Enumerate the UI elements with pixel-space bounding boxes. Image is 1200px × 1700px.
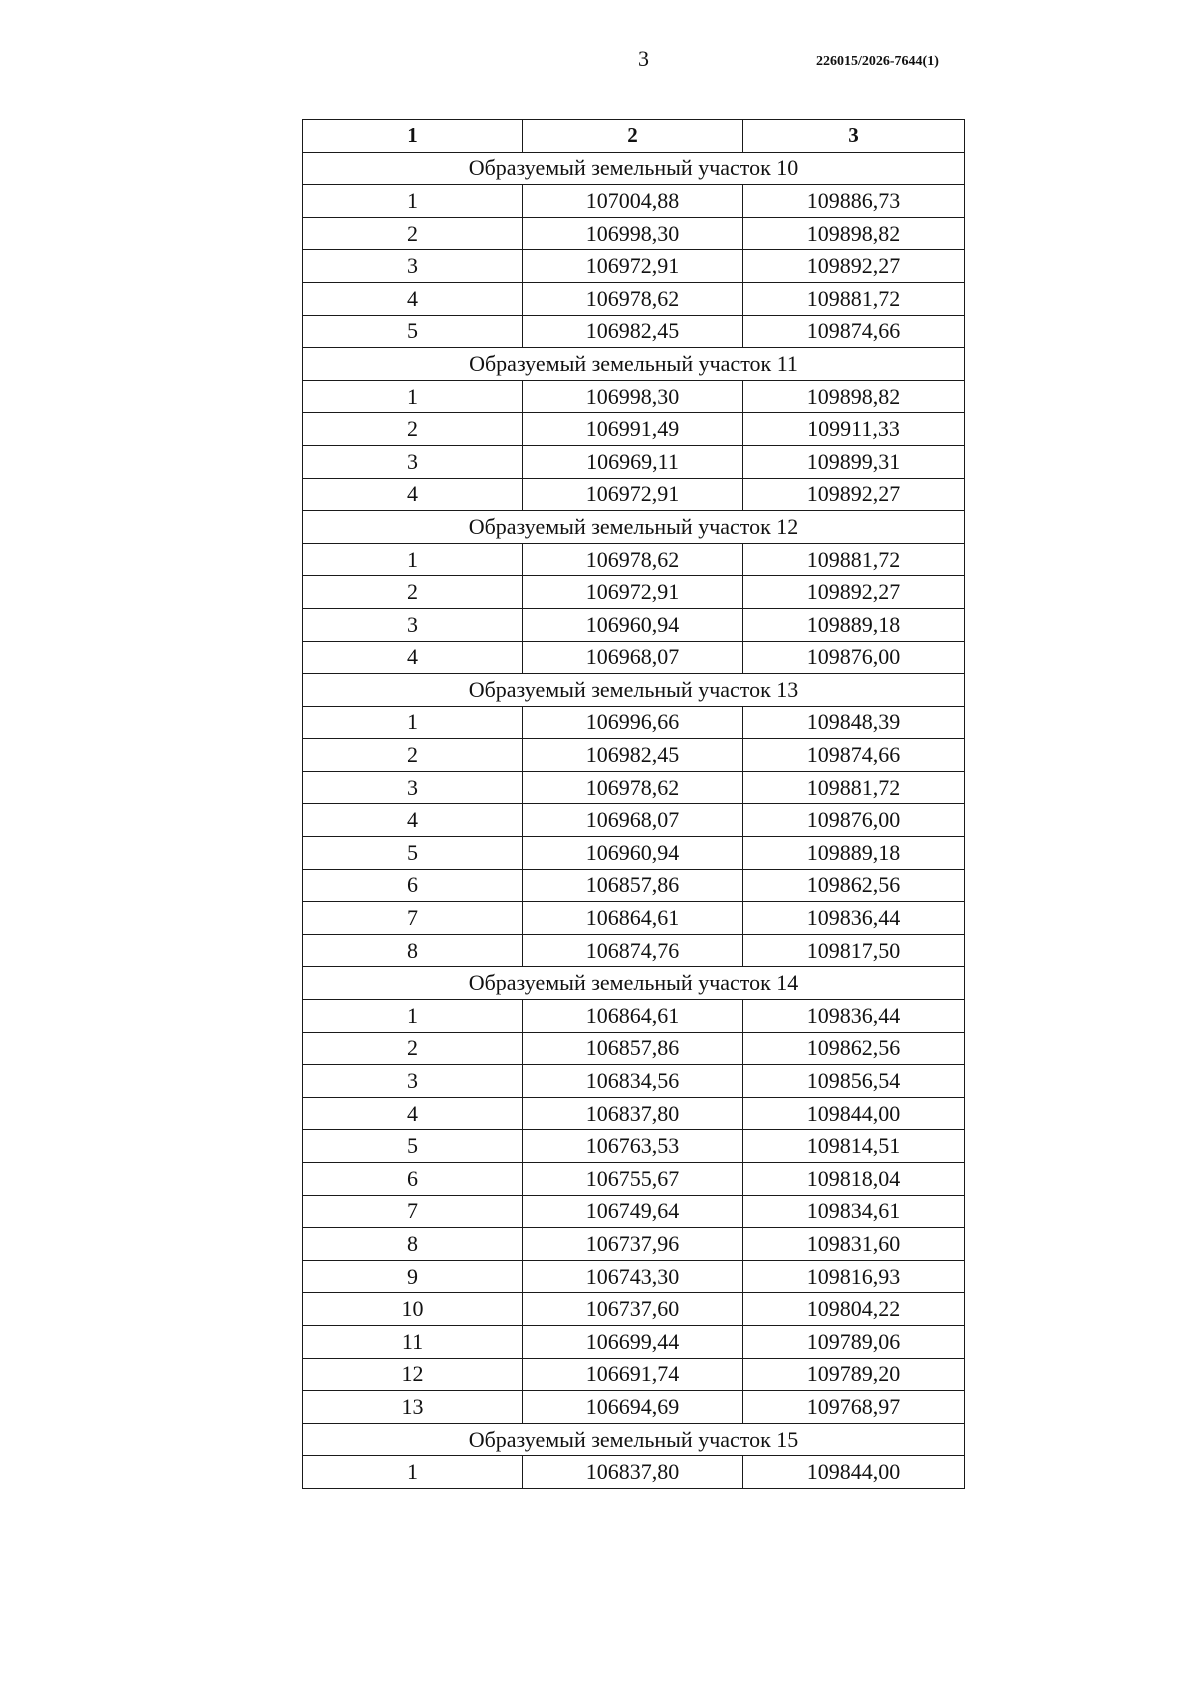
table-row xyxy=(303,869,965,902)
point-number-cell: 7 xyxy=(303,902,523,935)
table-row xyxy=(303,641,965,674)
y-coordinate-cell: 109844,00 xyxy=(743,1456,965,1489)
x-coordinate-cell: 106874,76 xyxy=(523,934,743,967)
y-coordinate-cell: 109876,00 xyxy=(743,641,965,674)
point-number-cell: 4 xyxy=(303,1097,523,1130)
point-number-cell: 3 xyxy=(303,608,523,641)
x-coordinate-cell: 106969,11 xyxy=(523,445,743,478)
point-number-cell: 2 xyxy=(303,1032,523,1065)
table-row xyxy=(303,837,965,870)
x-coordinate-cell: 106996,66 xyxy=(523,706,743,739)
table-row xyxy=(303,1000,965,1033)
coordinates-table-body xyxy=(303,120,965,1489)
point-number-cell: 1 xyxy=(303,185,523,218)
table-row xyxy=(303,217,965,250)
table-row xyxy=(303,902,965,935)
point-number-cell: 4 xyxy=(303,641,523,674)
point-number-cell: 11 xyxy=(303,1325,523,1358)
x-coordinate-cell: 106743,30 xyxy=(523,1260,743,1293)
table-row xyxy=(303,1130,965,1163)
table-row xyxy=(303,250,965,283)
section-title-row xyxy=(303,674,965,707)
section-title-row xyxy=(303,152,965,185)
x-coordinate-cell: 106857,86 xyxy=(523,1032,743,1065)
y-coordinate-cell: 109818,04 xyxy=(743,1163,965,1196)
section-title: Образуемый земельный участок 10 xyxy=(303,152,965,185)
y-coordinate-cell: 109874,66 xyxy=(743,739,965,772)
table-row xyxy=(303,543,965,576)
section-title: Образуемый земельный участок 14 xyxy=(303,967,965,1000)
point-number-cell: 6 xyxy=(303,869,523,902)
x-coordinate-cell: 106960,94 xyxy=(523,608,743,641)
point-number-cell: 3 xyxy=(303,445,523,478)
x-coordinate-cell: 106755,67 xyxy=(523,1163,743,1196)
point-number-cell: 2 xyxy=(303,576,523,609)
section-title-row xyxy=(303,511,965,544)
y-coordinate-cell: 109848,39 xyxy=(743,706,965,739)
x-coordinate-cell: 106694,69 xyxy=(523,1391,743,1424)
point-number-cell: 1 xyxy=(303,1456,523,1489)
x-coordinate-cell: 106737,60 xyxy=(523,1293,743,1326)
y-coordinate-cell: 109881,72 xyxy=(743,543,965,576)
y-coordinate-cell: 109836,44 xyxy=(743,1000,965,1033)
y-coordinate-cell: 109831,60 xyxy=(743,1228,965,1261)
point-number-cell: 9 xyxy=(303,1260,523,1293)
y-coordinate-cell: 109889,18 xyxy=(743,837,965,870)
x-coordinate-cell: 106982,45 xyxy=(523,739,743,772)
section-title-row xyxy=(303,967,965,1000)
table-row xyxy=(303,445,965,478)
point-number-cell: 13 xyxy=(303,1391,523,1424)
y-coordinate-cell: 109862,56 xyxy=(743,1032,965,1065)
table-row xyxy=(303,478,965,511)
point-number-cell: 1 xyxy=(303,380,523,413)
table-row xyxy=(303,608,965,641)
x-coordinate-cell: 106978,62 xyxy=(523,282,743,315)
x-coordinate-cell: 106991,49 xyxy=(523,413,743,446)
column-header: 3 xyxy=(743,120,965,153)
x-coordinate-cell: 106857,86 xyxy=(523,869,743,902)
point-number-cell: 4 xyxy=(303,478,523,511)
y-coordinate-cell: 109886,73 xyxy=(743,185,965,218)
x-coordinate-cell: 106972,91 xyxy=(523,576,743,609)
table-row xyxy=(303,413,965,446)
table-row xyxy=(303,706,965,739)
table-row xyxy=(303,1358,965,1391)
table-row xyxy=(303,1195,965,1228)
point-number-cell: 4 xyxy=(303,804,523,837)
y-coordinate-cell: 109874,66 xyxy=(743,315,965,348)
x-coordinate-cell: 106968,07 xyxy=(523,804,743,837)
document-id: 226015/2026-7644(1) xyxy=(816,54,939,69)
point-number-cell: 3 xyxy=(303,250,523,283)
table-header-row xyxy=(303,120,965,153)
x-coordinate-cell: 106998,30 xyxy=(523,380,743,413)
table-row xyxy=(303,1032,965,1065)
x-coordinate-cell: 106699,44 xyxy=(523,1325,743,1358)
point-number-cell: 2 xyxy=(303,739,523,772)
table-row xyxy=(303,1325,965,1358)
point-number-cell: 5 xyxy=(303,315,523,348)
y-coordinate-cell: 109876,00 xyxy=(743,804,965,837)
x-coordinate-cell: 106982,45 xyxy=(523,315,743,348)
point-number-cell: 3 xyxy=(303,771,523,804)
y-coordinate-cell: 109898,82 xyxy=(743,217,965,250)
point-number-cell: 2 xyxy=(303,217,523,250)
x-coordinate-cell: 106978,62 xyxy=(523,771,743,804)
table-row xyxy=(303,1228,965,1261)
table-row xyxy=(303,934,965,967)
x-coordinate-cell: 106864,61 xyxy=(523,1000,743,1033)
y-coordinate-cell: 109789,06 xyxy=(743,1325,965,1358)
point-number-cell: 8 xyxy=(303,1228,523,1261)
x-coordinate-cell: 106998,30 xyxy=(523,217,743,250)
table-row xyxy=(303,771,965,804)
point-number-cell: 4 xyxy=(303,282,523,315)
point-number-cell: 10 xyxy=(303,1293,523,1326)
y-coordinate-cell: 109862,56 xyxy=(743,869,965,902)
y-coordinate-cell: 109814,51 xyxy=(743,1130,965,1163)
point-number-cell: 1 xyxy=(303,1000,523,1033)
section-title: Образуемый земельный участок 15 xyxy=(303,1423,965,1456)
y-coordinate-cell: 109816,93 xyxy=(743,1260,965,1293)
x-coordinate-cell: 106864,61 xyxy=(523,902,743,935)
y-coordinate-cell: 109856,54 xyxy=(743,1065,965,1098)
table-row xyxy=(303,1391,965,1424)
section-title: Образуемый земельный участок 11 xyxy=(303,348,965,381)
point-number-cell: 5 xyxy=(303,1130,523,1163)
y-coordinate-cell: 109898,82 xyxy=(743,380,965,413)
table-row xyxy=(303,1456,965,1489)
table-row xyxy=(303,380,965,413)
table-row xyxy=(303,804,965,837)
y-coordinate-cell: 109789,20 xyxy=(743,1358,965,1391)
y-coordinate-cell: 109892,27 xyxy=(743,576,965,609)
point-number-cell: 1 xyxy=(303,543,523,576)
y-coordinate-cell: 109899,31 xyxy=(743,445,965,478)
x-coordinate-cell: 106837,80 xyxy=(523,1456,743,1489)
page-number: 3 xyxy=(638,46,649,71)
x-coordinate-cell: 106749,64 xyxy=(523,1195,743,1228)
y-coordinate-cell: 109911,33 xyxy=(743,413,965,446)
x-coordinate-cell: 106978,62 xyxy=(523,543,743,576)
point-number-cell: 7 xyxy=(303,1195,523,1228)
y-coordinate-cell: 109836,44 xyxy=(743,902,965,935)
y-coordinate-cell: 109844,00 xyxy=(743,1097,965,1130)
y-coordinate-cell: 109881,72 xyxy=(743,282,965,315)
table-row xyxy=(303,1065,965,1098)
y-coordinate-cell: 109834,61 xyxy=(743,1195,965,1228)
point-number-cell: 1 xyxy=(303,706,523,739)
x-coordinate-cell: 107004,88 xyxy=(523,185,743,218)
table-row xyxy=(303,576,965,609)
x-coordinate-cell: 106691,74 xyxy=(523,1358,743,1391)
x-coordinate-cell: 106834,56 xyxy=(523,1065,743,1098)
table-row xyxy=(303,1293,965,1326)
table-row xyxy=(303,1097,965,1130)
table-row xyxy=(303,185,965,218)
x-coordinate-cell: 106763,53 xyxy=(523,1130,743,1163)
x-coordinate-cell: 106972,91 xyxy=(523,478,743,511)
point-number-cell: 5 xyxy=(303,837,523,870)
point-number-cell: 2 xyxy=(303,413,523,446)
section-title-row xyxy=(303,348,965,381)
y-coordinate-cell: 109817,50 xyxy=(743,934,965,967)
section-title-row xyxy=(303,1423,965,1456)
y-coordinate-cell: 109892,27 xyxy=(743,478,965,511)
coordinates-table xyxy=(302,119,965,1489)
y-coordinate-cell: 109804,22 xyxy=(743,1293,965,1326)
point-number-cell: 8 xyxy=(303,934,523,967)
x-coordinate-cell: 106972,91 xyxy=(523,250,743,283)
y-coordinate-cell: 109889,18 xyxy=(743,608,965,641)
table-row xyxy=(303,1163,965,1196)
point-number-cell: 6 xyxy=(303,1163,523,1196)
section-title: Образуемый земельный участок 13 xyxy=(303,674,965,707)
table-row xyxy=(303,739,965,772)
section-title: Образуемый земельный участок 12 xyxy=(303,511,965,544)
column-header: 2 xyxy=(523,120,743,153)
x-coordinate-cell: 106737,96 xyxy=(523,1228,743,1261)
column-header: 1 xyxy=(303,120,523,153)
x-coordinate-cell: 106968,07 xyxy=(523,641,743,674)
y-coordinate-cell: 109892,27 xyxy=(743,250,965,283)
x-coordinate-cell: 106837,80 xyxy=(523,1097,743,1130)
table-row xyxy=(303,1260,965,1293)
point-number-cell: 3 xyxy=(303,1065,523,1098)
y-coordinate-cell: 109768,97 xyxy=(743,1391,965,1424)
x-coordinate-cell: 106960,94 xyxy=(523,837,743,870)
table-row xyxy=(303,315,965,348)
table-row xyxy=(303,282,965,315)
y-coordinate-cell: 109881,72 xyxy=(743,771,965,804)
point-number-cell: 12 xyxy=(303,1358,523,1391)
